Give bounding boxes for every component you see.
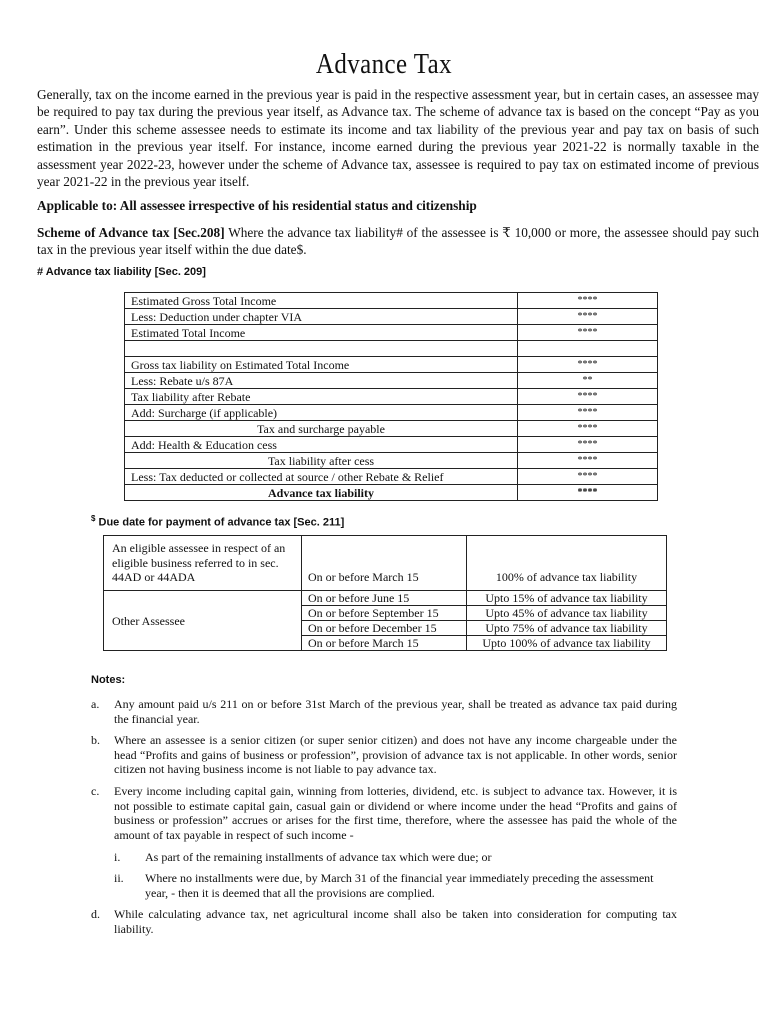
page-title: Advance Tax: [315, 48, 453, 80]
subnote-marker: i.: [114, 850, 121, 864]
due-row-eligible: [104, 536, 667, 591]
due-date-table: [103, 535, 667, 651]
liability-label: Tax liability after cess: [125, 453, 518, 469]
subnote-text: As part of the remaining installments of advance tax which were due; or: [145, 850, 492, 864]
liability-row: [125, 437, 658, 453]
scheme-paragraph: [37, 224, 759, 259]
liability-label: Less: Deduction under chapter VIA: [125, 309, 518, 325]
liability-value: ****: [518, 469, 658, 485]
note-marker: b.: [91, 733, 100, 747]
scheme-label: Scheme of Advance tax [Sec.208]: [37, 225, 225, 240]
liability-label: Less: Rebate u/s 87A: [125, 373, 518, 389]
other-amount-3: Upto 100% of advance tax liability: [467, 636, 667, 651]
other-date-2: On or before December 15: [302, 621, 467, 636]
note-marker: a.: [91, 697, 100, 711]
applicable-line: Applicable to: All assessee irrespective of his residential status and citizenship: [37, 198, 477, 213]
note-text: Every income including capital gain, winning from lotteries, dividend, etc. is subject to advance tax. However, it is not possible to estimate capital gain, casual gain or dividend or where income under the head “Profits and gains of business or profession” accrues or arises for the first time, therefore, where the assessee has paid the whole of the amount of tax payable in respect of such income -: [114, 784, 677, 842]
other-amount-1: Upto 45% of advance tax liability: [467, 606, 667, 621]
note-text: Where an assessee is a senior citizen (or super senior citizen) and does not have any income chargeable under the head “Profits and gains of business or profession”, provision of advance tax is not applicable. In other words, senior citizen not having business income is not liable to pay advance tax.: [114, 733, 677, 777]
other-date-0: On or before June 15: [302, 591, 467, 606]
liability-row: [125, 309, 658, 325]
liability-label: [125, 341, 518, 357]
liability-label: Add: Surcharge (if applicable): [125, 405, 518, 421]
liability-value: ****: [518, 485, 658, 501]
liability-row: [125, 389, 658, 405]
liability-value: ****: [518, 389, 658, 405]
note-text: Any amount paid u/s 211 on or before 31st March of the previous year, shall be treated as advance tax paid during the financial year.: [114, 697, 677, 726]
liability-value: ****: [518, 421, 658, 437]
liability-spacer-row: [125, 341, 658, 357]
due-heading: [91, 514, 344, 529]
due-row-other-0: [104, 591, 667, 606]
liability-row: [125, 325, 658, 341]
note-text: While calculating advance tax, net agricultural income shall also be taken into consideration for computing tax liability.: [114, 907, 677, 936]
liability-value: ****: [518, 357, 658, 373]
eligible-amount: 100% of advance tax liability: [467, 536, 667, 591]
subnote-text: Where no installments were due, by March 31 of the financial year immediately preceding the assessment year, - then it is deemed that all the provisions are complied.: [145, 871, 654, 900]
liability-label: Tax liability after Rebate: [125, 389, 518, 405]
liability-label: Less: Tax deducted or collected at source / other Rebate & Relief: [125, 469, 518, 485]
liability-value: ****: [518, 293, 658, 309]
other-date-3: On or before March 15: [302, 636, 467, 651]
liability-value: ****: [518, 325, 658, 341]
note-marker: d.: [91, 907, 100, 921]
liability-value: ****: [518, 309, 658, 325]
liability-value: [518, 341, 658, 357]
liability-label: Gross tax liability on Estimated Total Income: [125, 357, 518, 373]
note-marker: c.: [91, 784, 100, 798]
other-label: Other Assessee: [104, 591, 302, 651]
subnote-marker: ii.: [114, 871, 124, 885]
due-heading-sup: $: [91, 514, 96, 523]
liability-label: Estimated Total Income: [125, 325, 518, 341]
liability-table: [124, 292, 658, 501]
liability-label: Add: Health & Education cess: [125, 437, 518, 453]
eligible-date: On or before March 15: [302, 536, 467, 591]
liability-row: [125, 293, 658, 309]
liability-value: ****: [518, 453, 658, 469]
liability-row: [125, 469, 658, 485]
scheme-text: Where the advance tax liability# of the assessee is ₹ 10,000 or more, the assessee should pay such tax in the previous year itself within the due date$.: [37, 225, 759, 258]
liability-row: [125, 485, 658, 501]
liability-label: Tax and surcharge payable: [125, 421, 518, 437]
liability-row: [125, 421, 658, 437]
liability-value: ****: [518, 405, 658, 421]
liability-value: **: [518, 373, 658, 389]
liability-row: [125, 453, 658, 469]
liability-label: Estimated Gross Total Income: [125, 293, 518, 309]
liability-row: [125, 405, 658, 421]
liability-label: Advance tax liability: [125, 485, 518, 501]
liability-value: ****: [518, 437, 658, 453]
intro-paragraph: Generally, tax on the income earned in the previous year is paid in the respective assessment year, but in certain cases, an assessee may be required to pay tax during the previous year itself, as Advance tax. The scheme of advance tax is based on the concept “Pay as you earn”. Under this scheme assessee needs to estimate its income and tax liability of the previous year and pay tax on basis of such estimation in the previous year itself. For instance, income earned during the previous year 2021-22 is normally taxable in the assessment year 2022-23, however under the scheme of Advance tax, assessee is required to pay tax on estimated income of previous year 2021-22 in the previous year itself.: [37, 87, 759, 190]
other-amount-0: Upto 15% of advance tax liability: [467, 591, 667, 606]
other-amount-2: Upto 75% of advance tax liability: [467, 621, 667, 636]
liability-row: [125, 357, 658, 373]
notes-title: Notes:: [91, 674, 126, 686]
eligible-label: An eligible assessee in respect of an eligible business referred to in sec. 44AD or 44ADA: [104, 536, 302, 591]
due-heading-text: Due date for payment of advance tax [Sec. 211]: [95, 516, 345, 529]
liability-row: [125, 373, 658, 389]
other-date-1: On or before September 15: [302, 606, 467, 621]
liability-heading: # Advance tax liability [Sec. 209]: [37, 266, 206, 278]
